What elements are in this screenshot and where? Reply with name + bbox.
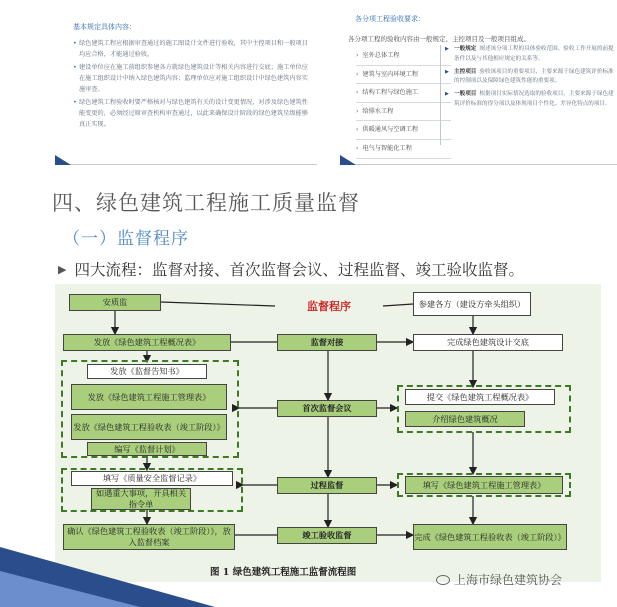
definition-list: [445, 45, 615, 113]
box-compile-plan: 编写《监督计划》: [87, 442, 207, 456]
column-divider: [440, 45, 441, 145]
list-item: › 室外总体工程: [356, 47, 451, 66]
box-supervision-docking: 监督对接: [277, 334, 377, 351]
list-item: • 建设单位应在施工前组织参建各方就绿色建筑设计等相关内容进行交底；施工单位应在施工组织设计中纳入绿色建筑内容；监理单位应对施工组织设计中绿色建筑内容实施审查。: [73, 64, 308, 93]
supervision-flowchart: [55, 284, 601, 582]
box-submit-overview: 提交《绿色建筑工程概况表》: [405, 389, 555, 405]
list-item: ▶ 一般规定 阐述该分项工程的具体验收范围、验收工作开展的前提条件以及与其他相应规定的关系等。: [445, 46, 614, 62]
box-issue-mgmt-table: 发放《绿色建筑工程施工管理表》: [71, 384, 227, 410]
triangle-right-icon: ▶: [445, 46, 449, 52]
bullet-icon: •: [73, 64, 77, 71]
box-completion-supervision: 竣工验收监督: [277, 527, 377, 544]
chevron-right-icon: ›: [356, 126, 359, 134]
chevron-right-icon: ›: [356, 70, 359, 78]
box-fill-record: 填写《质量安全监督记录》: [71, 471, 233, 486]
triangle-right-icon: ▶: [445, 91, 449, 98]
triangle-right-icon: ▶: [445, 68, 449, 75]
list-item: ▶ 主控项目 验收该项目的重要项目，主要来源于绿色建筑评价标准的控制项以及保障绿色建筑性能的重要项。: [445, 68, 614, 85]
box-process-supervision: 过程监督: [277, 477, 377, 494]
list-item: • 绿色建筑工程应根据审查通过的施工图设计文件进行验收，其中主控项目和一般项目均应合格，才能通过验收。: [73, 40, 308, 58]
chevron-right-icon: ›: [356, 144, 359, 152]
flowchart-caption: 图 1 绿色建筑工程施工监督流程图: [210, 567, 357, 578]
list-item: › 供暖通风与空调工程: [356, 121, 451, 140]
flowchart-title: 监督程序: [307, 300, 351, 313]
box-issue-overview: 发放《绿色建筑工程概况表》: [63, 334, 231, 351]
slide-acceptance-requirements: [340, 0, 617, 165]
connector: [383, 304, 413, 306]
box-fill-mgmt-table: 填写《绿色建筑工程施工管理表》: [405, 476, 563, 494]
corner-wedge-decor-light: [0, 571, 140, 607]
list-item: › 给排水工程: [356, 103, 451, 122]
box-complete-acceptance: 完成《绿色建筑工程验收表（竣工阶段）》: [413, 524, 567, 550]
box-issue-acceptance-table: 发放《绿色建筑工程验收表（竣工阶段）》: [71, 414, 227, 440]
slide-divider: [354, 164, 617, 165]
flow-summary: ▶ 四大流程：监督对接、首次监督会议、过程监督、竣工验收监督。: [58, 261, 524, 279]
slide-basic-rules: [55, 0, 317, 165]
list-item: › 电气与智能化工程: [356, 140, 451, 159]
slide-divider: [69, 164, 317, 165]
box-all-parties: 参建各方（建设方牵头组织）: [413, 292, 531, 316]
box-introduce-overview: 介绍绿色建筑概况: [405, 411, 525, 427]
list-item: ▶ 一般项目 根据项目实际情况选取的验收项目，主要来源于绿色建筑评价标准的得分项以及体现项目个性化、差异化特点的项目。: [445, 91, 614, 107]
list-item: • 绿色建筑工程验收时要严格核对与绿色建筑有关的设计变更情况，对涉及绿色建筑性能变更的，必须经过原审查机构审查通过，以此来确保设计阶段的绿色建筑星级能够真正实现。: [73, 99, 308, 128]
basic-rules-list: [73, 38, 313, 132]
section-heading: 四、绿色建筑工程施工质量监督: [52, 191, 360, 215]
box-design-disclosure: 完成绿色建筑设计交底: [413, 334, 563, 351]
box-confirm-archive: 确认《绿色建筑工程验收表（竣工阶段）》，放入监督档案: [63, 524, 235, 550]
box-first-meeting: 首次监督会议: [277, 400, 377, 417]
box-issue-notice: 发放《监督告知书》: [87, 364, 207, 379]
bullet-icon: •: [73, 40, 77, 47]
chevron-right-icon: ›: [356, 107, 359, 115]
wechat-icon: [436, 575, 450, 585]
list-item: › 结构工程与绿色施工: [356, 84, 451, 103]
box-safety-supervision: 安质监: [69, 294, 161, 311]
subsection-heading: （一）监督程序: [63, 229, 189, 249]
acceptance-title: 各分项工程验收要求：: [355, 15, 425, 23]
list-item: › 建筑与室内环境工程: [356, 66, 451, 85]
box-major-issue: 如遇重大事项，开具相关指令单: [91, 488, 191, 510]
source-watermark: 上海市绿色建筑协会: [436, 571, 562, 588]
bullet-icon: •: [73, 99, 77, 106]
slide-corner-decor: [55, 155, 71, 165]
chevron-right-icon: ›: [356, 52, 359, 59]
basic-rules-title: 基本规定具体内容：: [73, 23, 136, 31]
triangle-right-icon: ▶: [58, 263, 67, 276]
slide-corner-decor: [340, 155, 356, 165]
connector: [161, 302, 275, 306]
acceptance-intro: 各分项工程的验收内容由一般规定、主控项目及一般项目组成。: [348, 35, 530, 43]
subproject-list: [356, 47, 451, 159]
chevron-right-icon: ›: [356, 89, 359, 97]
